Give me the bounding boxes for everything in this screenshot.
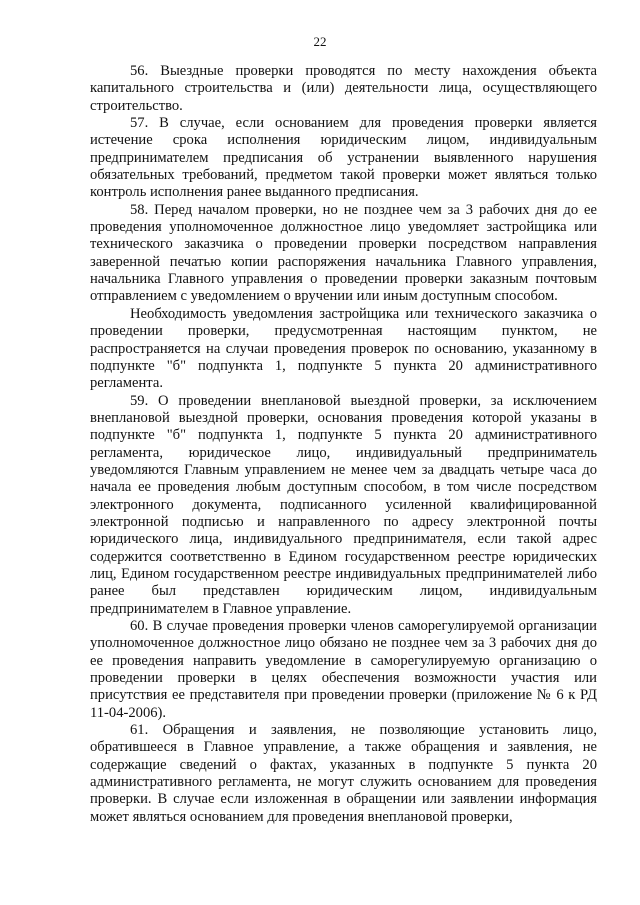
paragraph-58: 58. Перед началом проверки, но не позднее чем за 3 рабочих дня до ее проведения уполномоченное должностное лицо уведомляет застройщика или технического заказчика о проведении проверки посредством направления заверенной печатью копии распоряжения начальника Главного управления, начальника Главного управления о проведении проверки заказным почтовым отправлением с уведомлением о вручении или иным доступным способом. [90,201,597,305]
paragraph-61: 61. Обращения и заявления, не позволяющие установить лицо, обратившееся в Главное управление, а также обращения и заявления, не содержащие сведений о фактах, указанных в подпункте 5 пункта 20 административного регламента, не могут служить основанием для проведения проверки. В случае если изложенная в обращении или заявлении информация может являться основанием для проведения внеплановой проверки, [90,722,597,825]
paragraph-57: 57. В случае, если основанием для проведения проверки является истечение срока исполнения юридическим лицом, индивидуальным предпринимателем предписания об устранении выявленного нарушения обязательных требований, предметом такой проверки может являться только контроль исполнения ранее выданного предписания. [90,115,597,201]
paragraph-60: 60. В случае проведения проверки членов саморегулируемой организации уполномоченное должностное лицо обязано не позднее чем за 3 рабочих дня до ее проведения направить уведомление в саморегулируемую организацию о проведении проверки в целях обеспечения возможности участия или присутствия ее представителя при проведении проверки (приложение № 6 к РД 11-04-2006). [90,618,597,721]
document-body [90,63,597,826]
paragraph-59: 59. О проведении внеплановой выездной проверки, за исключением внеплановой выездной проверки, основания проведения которой указаны в подпункте "б" подпункта 1, подпункте 5 пункта 20 административного регламента, юридическое лицо, индивидуальный предприниматель уведомляются Главным управлением не менее чем за двадцать четыре часа до начала ее проведения любым доступным способом, в том числе посредством электронного документа, подписанного усиленной квалифицированной электронной подписью и направленного по адресу электронной почты юридического лица, индивидуального предпринимателя, если такой адрес содержится соответственно в Едином государственном реестре юридических лиц, Едином государственном реестре индивидуальных предпринимателей либо ранее был представлен юридическим лицом, индивидуальным предпринимателем в Главное управление. [90,392,597,617]
page-number: 22 [313,34,327,49]
paragraph-56: 56. Выездные проверки проводятся по месту нахождения объекта капитального строительства и (или) деятельности лица, осуществляющего строительство. [90,63,597,114]
paragraph-58-note: Необходимость уведомления застройщика или технического заказчика о проведении проверки, предусмотренная настоящим пунктом, не распространяется на случаи проведения проверок по основанию, указанному в подпункте "б" подпункта 1, подпункте 5 пункта 20 административного регламента. [90,305,597,392]
